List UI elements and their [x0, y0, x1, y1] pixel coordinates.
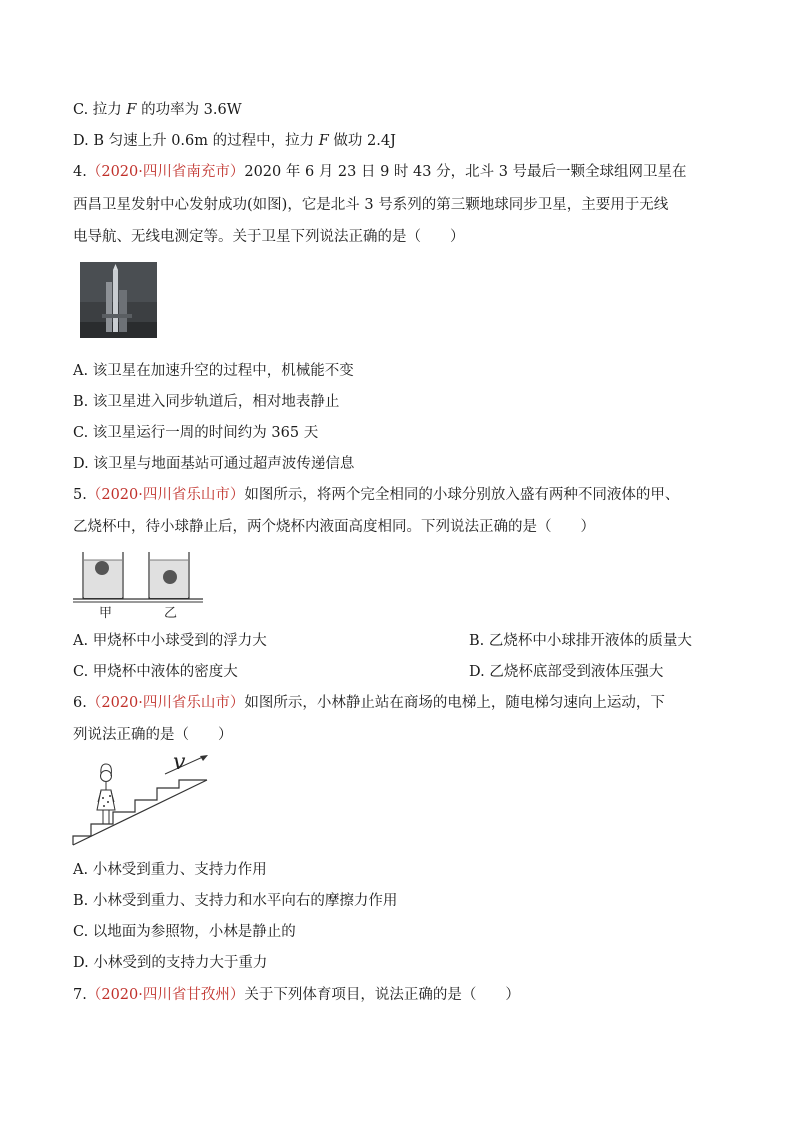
q6-source: （2020·四川省乐山市）	[86, 695, 245, 711]
q6-number: 6.	[73, 695, 87, 711]
q3-option-c: C. 拉力 F 的功率为 3.6W	[73, 102, 242, 118]
satellite-launch-photo	[80, 262, 157, 338]
q5-source: （2020·四川省乐山市）	[86, 487, 245, 503]
q5-option-b: B. 乙烧杯中小球排开液体的质量大	[469, 633, 692, 649]
q4-option-a: A. 该卫星在加速升空的过程中，机械能不变	[73, 363, 354, 379]
q4-stem-line2: 西昌卫星发射中心发射成功(如图)，它是北斗 3 号系列的第三颗地球同步卫星，主要用于无线	[73, 197, 669, 213]
q5-stem-line1: 5.（2020·四川省乐山市）如图所示，将两个完全相同的小球分别放入盛有两种不同液体的甲、	[73, 487, 680, 503]
q5-option-a: A. 甲烧杯中小球受到的浮力大 B. 乙烧杯中小球排开液体的质量大	[73, 633, 692, 649]
q5-option-c: C. 甲烧杯中液体的密度大 D. 乙烧杯底部受到液体压强大	[73, 664, 664, 680]
q4-number: 4.	[73, 164, 87, 180]
beakers-figure	[73, 548, 203, 623]
q5-number: 5.	[73, 487, 87, 503]
person-xiaolin	[97, 764, 115, 824]
q6-option-d: D. 小林受到的支持力大于重力	[73, 955, 268, 971]
escalator-figure	[73, 750, 213, 848]
q4-source: （2020·四川省南充市）	[86, 164, 245, 180]
beaker-jia	[83, 552, 123, 598]
q4-stem-line3: 电导航、无线电测定等。关于卫星下列说法正确的是（ ）	[73, 229, 465, 245]
q3-option-d: D. B 匀速上升 0.6m 的过程中，拉力 F 做功 2.4J	[73, 133, 396, 149]
q5-stem-line2: 乙烧杯中，待小球静止后，两个烧杯内液面高度相同。下列说法正确的是（ ）	[73, 519, 595, 535]
q6-option-c: C. 以地面为参照物，小林是静止的	[73, 924, 296, 940]
q4-option-c: C. 该卫星运行一周的时间约为 365 天	[73, 425, 319, 441]
q4-stem-line1: 4.（2020·四川省南充市）2020 年 6 月 23 日 9 时 43 分，北斗 3 号最后一颗全球组网卫星在	[73, 164, 687, 180]
q5-option-d: D. 乙烧杯底部受到液体压强大	[469, 664, 664, 680]
q4-option-d: D. 该卫星与地面基站可通过超声波传递信息	[73, 456, 355, 472]
q4-option-b: B. 该卫星进入同步轨道后，相对地表静止	[73, 394, 340, 410]
beaker-yi	[149, 552, 189, 598]
velocity-label: v	[173, 750, 186, 775]
q7-source: （2020·四川省甘孜州）	[86, 987, 245, 1003]
q7-number: 7.	[73, 987, 87, 1003]
q6-option-a: A. 小林受到重力、支持力作用	[73, 862, 267, 878]
label-jia: 甲	[99, 606, 113, 621]
q6-stem-line2: 列说法正确的是（ ）	[73, 727, 233, 743]
q6-option-b: B. 小林受到重力、支持力和水平向右的摩擦力作用	[73, 893, 398, 909]
q6-stem-line1: 6.（2020·四川省乐山市）如图所示，小林静止站在商场的电梯上，随电梯匀速向上运动，下	[73, 695, 665, 711]
q7-stem-line1: 7.（2020·四川省甘孜州）关于下列体育项目，说法正确的是（ ）	[73, 987, 520, 1003]
label-yi: 乙	[164, 606, 178, 621]
